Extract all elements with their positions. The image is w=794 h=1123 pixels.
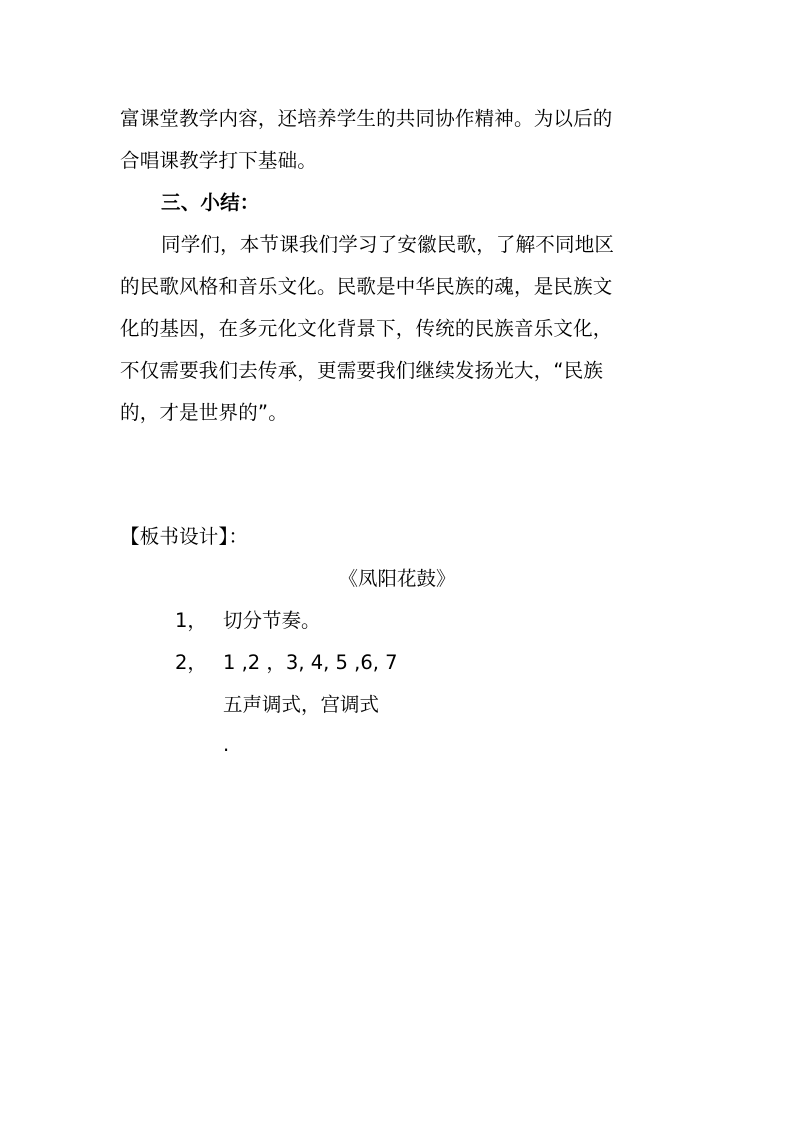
paragraph-line: 不仅需要我们去传承，更需要我们继续发扬光大，“民族	[120, 359, 604, 382]
section-heading: 三、小结：	[161, 191, 260, 214]
paragraph-line: 化的基因，在多元化文化背景下，传统的民族音乐文化，	[120, 317, 613, 340]
paragraph-line: 的，才是世界的”。	[120, 401, 288, 424]
paragraph-line: 同学们，本节课我们学习了安徽民歌，了解不同地区	[161, 233, 615, 256]
paragraph-line: 富课堂教学内容，还培养学生的共同协作精神。为以后的	[120, 107, 613, 130]
board-item-text: 1 ,2 ，3, 4, 5 ,6, 7	[223, 651, 398, 674]
board-title: 《凤阳花鼓》	[338, 567, 456, 590]
board-subtext: 五声调式，宫调式	[223, 693, 380, 716]
board-item-number: 1，	[175, 609, 207, 632]
board-item-number: 2，	[175, 651, 207, 674]
board-design-label: 【板书设计】：	[120, 525, 249, 548]
board-item-text: 切分节奏。	[223, 609, 321, 632]
board-subtext-dot: .	[223, 733, 230, 756]
paragraph-line: 的民歌风格和音乐文化。民歌是中华民族的魂，是民族文	[120, 275, 613, 298]
paragraph-line: 合唱课教学打下基础。	[120, 149, 318, 172]
